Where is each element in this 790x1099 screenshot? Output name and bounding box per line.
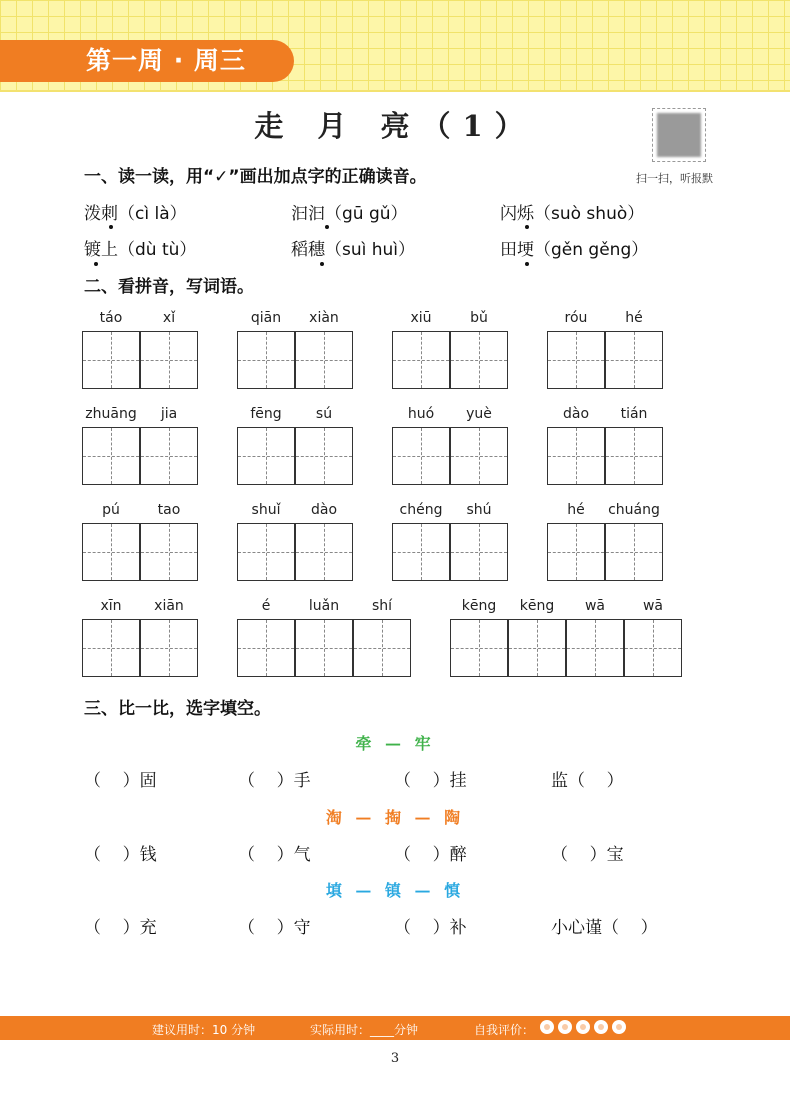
reading-item: 镀上（dù tù）	[84, 240, 197, 260]
writing-box[interactable]	[392, 523, 450, 581]
writing-box[interactable]	[392, 331, 450, 389]
page-title: 走 月 亮（1）	[254, 109, 536, 143]
flower-icon[interactable]	[594, 1020, 608, 1034]
page-number: 3	[390, 1051, 400, 1066]
writing-box[interactable]	[82, 331, 140, 389]
pinyin-label: táo	[99, 310, 123, 326]
flower-icon[interactable]	[612, 1020, 626, 1034]
writing-box[interactable]	[82, 619, 140, 677]
header-banner	[0, 0, 790, 92]
writing-box[interactable]	[82, 427, 140, 485]
actual-time[interactable]: 实际用时：____分钟	[310, 1023, 419, 1037]
writing-box[interactable]	[450, 523, 508, 581]
writing-box[interactable]	[450, 331, 508, 389]
pinyin-label: yuè	[466, 406, 492, 422]
pinyin-label: xiū	[410, 310, 432, 326]
fill-blank[interactable]: （ ）宝	[551, 845, 624, 865]
fill-blank[interactable]: （ ）固	[84, 771, 157, 791]
pinyin-label: luǎn	[308, 598, 340, 614]
emphasis-dot	[109, 225, 113, 229]
pinyin-label: dào	[562, 406, 590, 422]
pinyin-label: shú	[466, 502, 492, 518]
pinyin-label: sú	[315, 406, 333, 422]
pinyin-label: shí	[371, 598, 393, 614]
pinyin-label: kēng	[461, 598, 497, 614]
fill-blank[interactable]: （ ）手	[238, 771, 311, 791]
writing-box[interactable]	[605, 523, 663, 581]
reading-item: 闪烁（suò shuò）	[500, 204, 645, 224]
pinyin-label: shuǐ	[251, 502, 281, 518]
qr-caption: 扫一扫，听报默	[636, 172, 713, 185]
fill-blank[interactable]: （ ）充	[84, 918, 157, 938]
writing-box[interactable]	[450, 427, 508, 485]
writing-box[interactable]	[237, 523, 295, 581]
pinyin-label: chuáng	[608, 502, 660, 518]
section-1-heading: 一、读一读，用“✓”画出加点字的正确读音。	[84, 167, 427, 187]
suggested-time: 建议用时：10 分钟	[152, 1023, 256, 1037]
writing-box[interactable]	[450, 619, 508, 677]
writing-box[interactable]	[140, 331, 198, 389]
writing-box[interactable]	[140, 523, 198, 581]
pinyin-label: tián	[620, 406, 648, 422]
qr-code[interactable]	[652, 108, 706, 162]
writing-box[interactable]	[295, 619, 353, 677]
pinyin-label: dào	[310, 502, 338, 518]
fill-blank[interactable]: 小心谨（ ）	[551, 918, 658, 938]
fill-blank[interactable]: 监（ ）	[551, 771, 624, 791]
pinyin-label: qiān	[250, 310, 282, 326]
pinyin-label: kēng	[519, 598, 555, 614]
pinyin-label: hé	[625, 310, 643, 326]
writing-box[interactable]	[140, 619, 198, 677]
writing-box[interactable]	[566, 619, 624, 677]
writing-box[interactable]	[82, 523, 140, 581]
pinyin-label: tao	[157, 502, 181, 518]
reading-item: 汩汩（gū gǔ）	[291, 204, 408, 224]
pinyin-label: xǐ	[162, 310, 176, 326]
char-pair-2: 淘 — 掏 — 陶	[325, 808, 465, 827]
writing-box[interactable]	[237, 427, 295, 485]
pinyin-label: huó	[407, 406, 435, 422]
fill-blank[interactable]: （ ）钱	[84, 845, 157, 865]
pinyin-label: pú	[102, 502, 120, 518]
pinyin-label: jia	[160, 406, 178, 422]
writing-box[interactable]	[295, 427, 353, 485]
footer-bar	[0, 1016, 790, 1040]
flower-icon[interactable]	[576, 1020, 590, 1034]
pinyin-label: wā	[584, 598, 606, 614]
char-pair-3: 填 — 镇 — 慎	[325, 881, 465, 900]
fill-blank[interactable]: （ ）守	[238, 918, 311, 938]
writing-box[interactable]	[508, 619, 566, 677]
emphasis-dot	[525, 225, 529, 229]
writing-box[interactable]	[295, 331, 353, 389]
emphasis-dot	[325, 225, 329, 229]
pinyin-label: chéng	[399, 502, 443, 518]
pinyin-label: bǔ	[470, 310, 488, 326]
emphasis-dot	[525, 262, 529, 266]
writing-box[interactable]	[547, 427, 605, 485]
emphasis-dot	[320, 262, 324, 266]
pinyin-label: xiàn	[309, 310, 339, 326]
writing-box[interactable]	[605, 427, 663, 485]
pinyin-label: é	[261, 598, 271, 614]
pinyin-label: xīn	[100, 598, 122, 614]
pinyin-label: fēng	[250, 406, 282, 422]
pinyin-label: zhuāng	[85, 406, 137, 422]
writing-box[interactable]	[392, 427, 450, 485]
writing-box[interactable]	[295, 523, 353, 581]
self-evaluation-label: 自我评价：	[474, 1023, 535, 1037]
writing-box[interactable]	[624, 619, 682, 677]
reading-item: 田埂（gěn gěng）	[500, 240, 649, 260]
fill-blank[interactable]: （ ）气	[238, 845, 311, 865]
char-pair-1: 牵 — 牢	[355, 734, 435, 753]
section-3-heading: 三、比一比，选字填空。	[84, 699, 271, 719]
pinyin-label: róu	[564, 310, 588, 326]
rating-flowers	[540, 1020, 626, 1034]
fill-blank[interactable]: （ ）挂	[394, 771, 467, 791]
pinyin-label: wā	[642, 598, 664, 614]
writing-box[interactable]	[547, 331, 605, 389]
writing-box[interactable]	[237, 331, 295, 389]
flower-icon[interactable]	[558, 1020, 572, 1034]
pinyin-label: hé	[567, 502, 585, 518]
section-2-heading: 二、看拼音，写词语。	[84, 277, 254, 297]
fill-blank[interactable]: （ ）补	[394, 918, 467, 938]
reading-item: 泼刺（cì là）	[84, 204, 187, 224]
writing-box[interactable]	[605, 331, 663, 389]
writing-box[interactable]	[353, 619, 411, 677]
reading-item: 稻穗（suì huì）	[291, 240, 416, 260]
writing-box[interactable]	[140, 427, 198, 485]
writing-box[interactable]	[237, 619, 295, 677]
flower-icon[interactable]	[540, 1020, 554, 1034]
week-day-tag: 第一周 · 周三	[0, 40, 294, 82]
pinyin-label: xiān	[154, 598, 184, 614]
emphasis-dot	[94, 262, 98, 266]
fill-blank[interactable]: （ ）醉	[394, 845, 467, 865]
writing-box[interactable]	[547, 523, 605, 581]
